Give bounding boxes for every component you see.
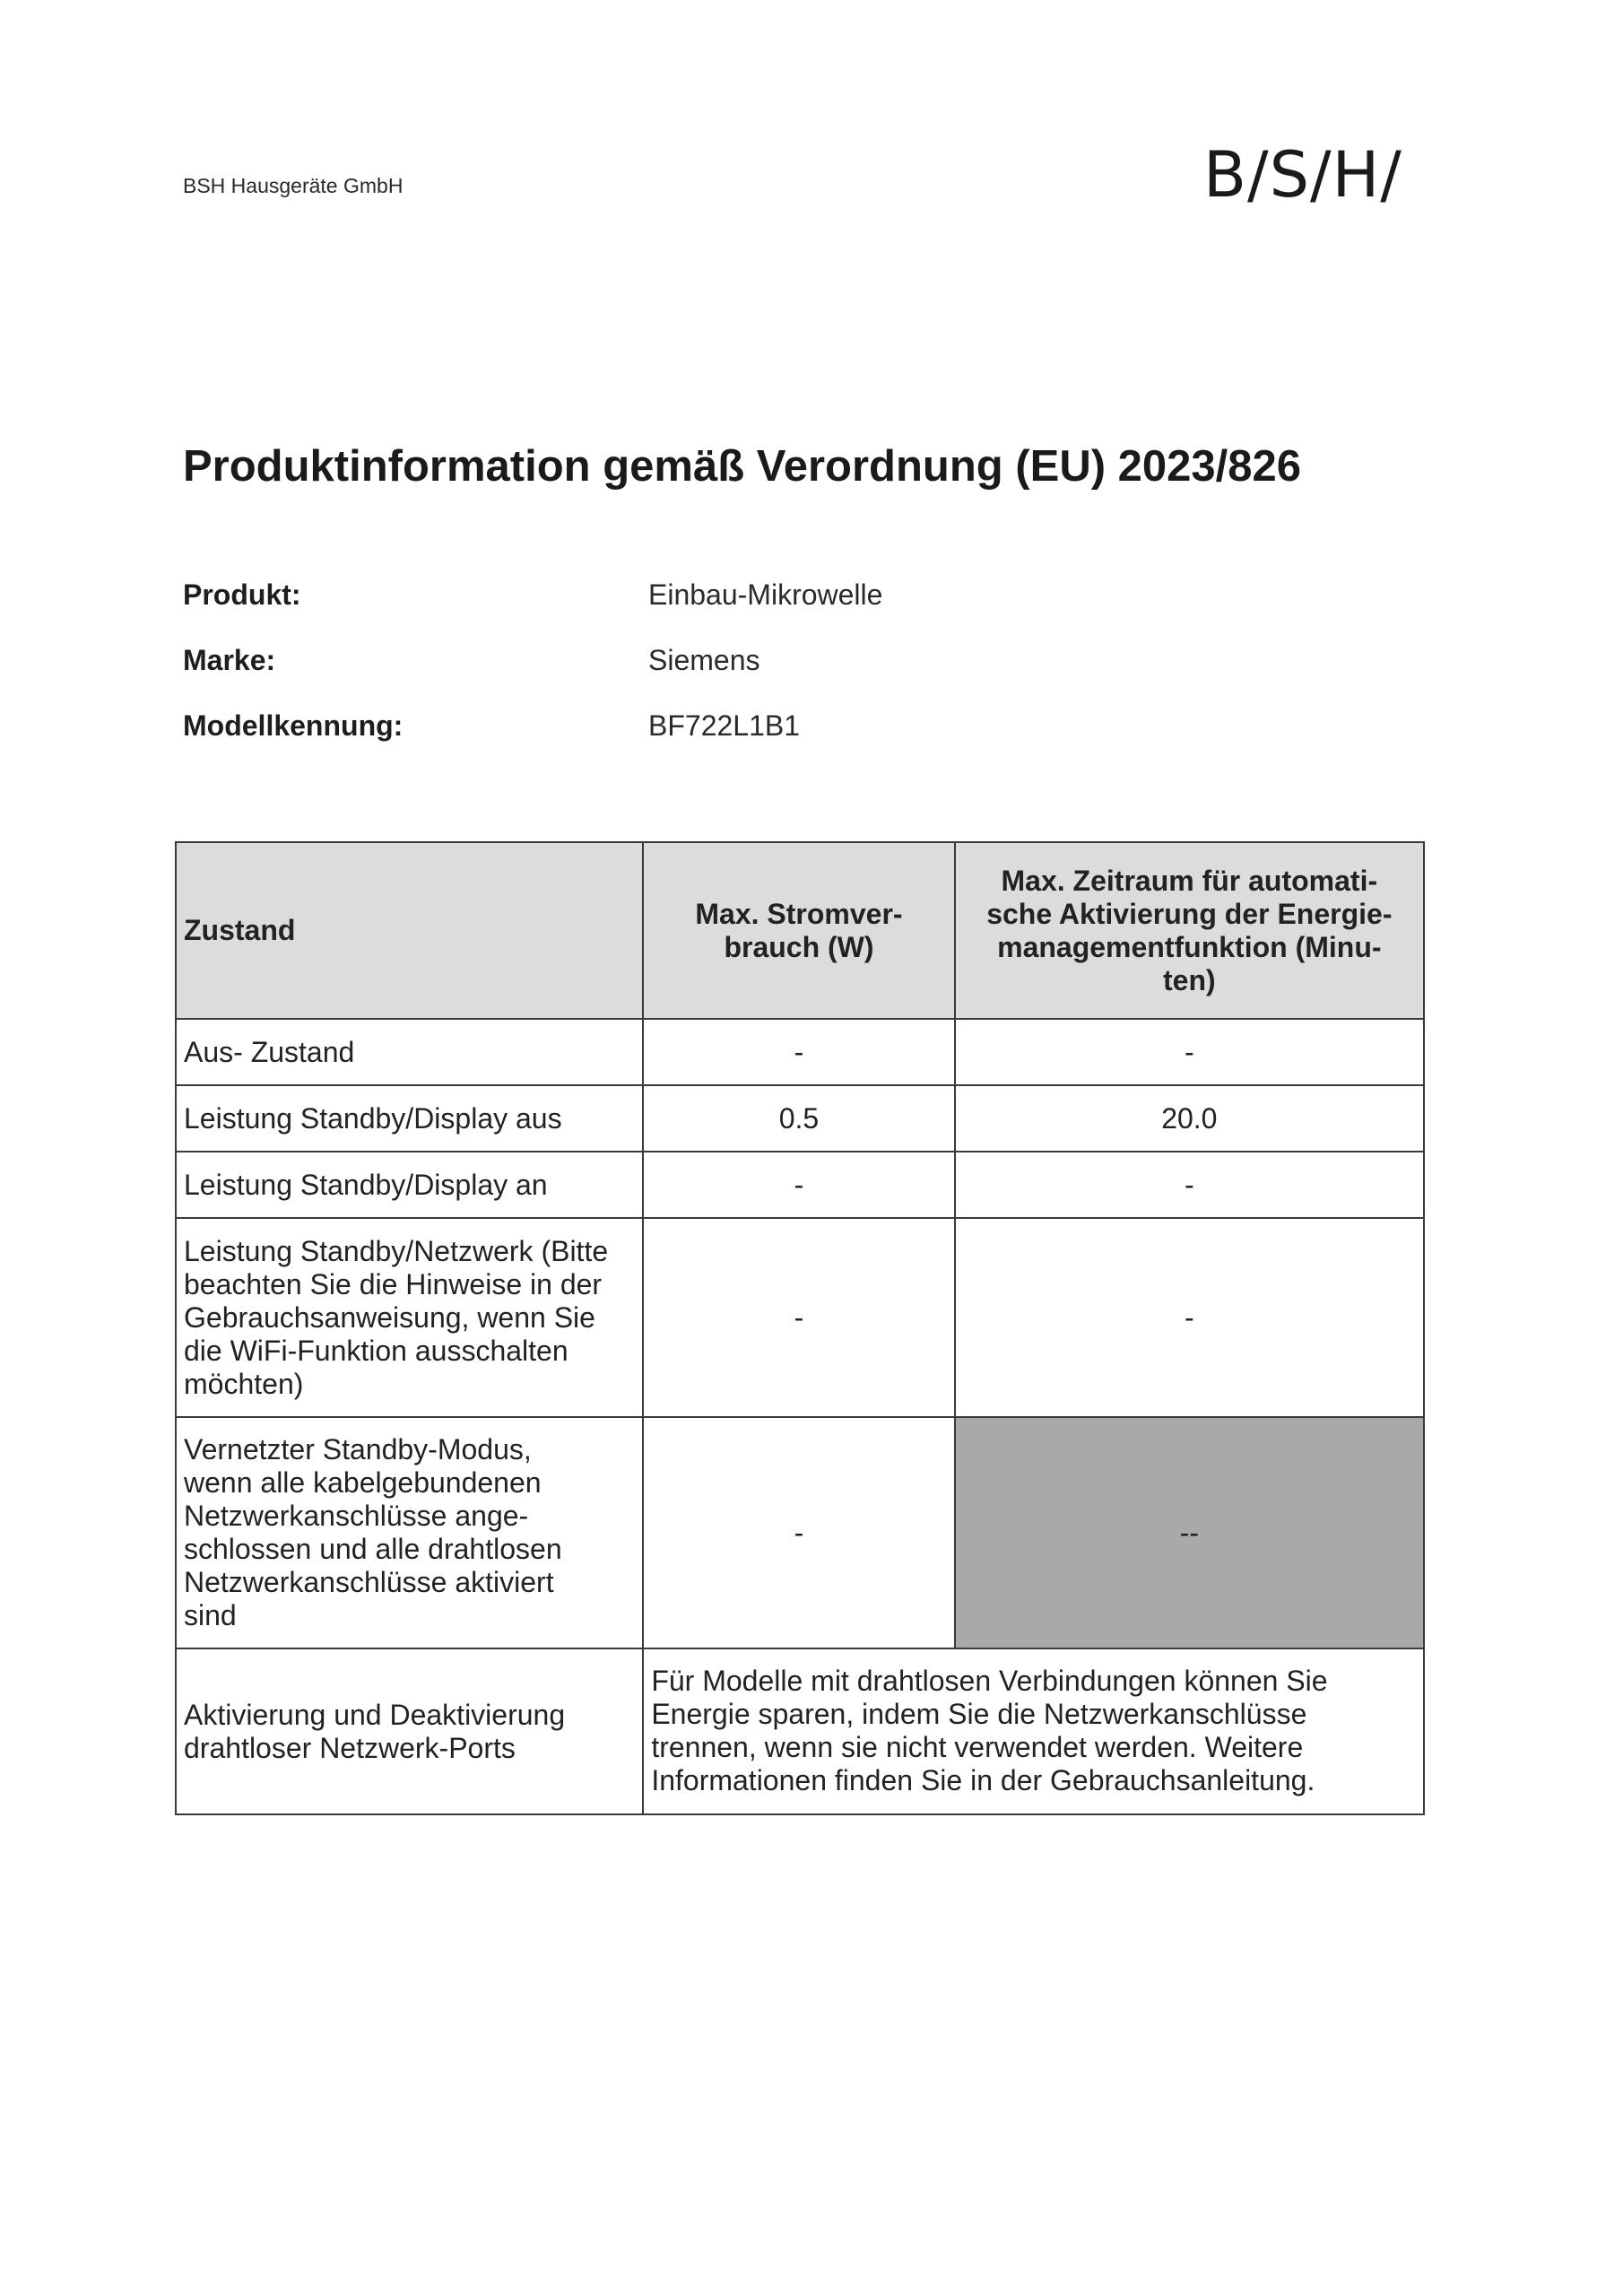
state-cell: Aus- Zustand xyxy=(176,1019,643,1085)
time-cell: - xyxy=(955,1218,1424,1417)
table-row xyxy=(176,1085,1424,1152)
time-cell: - xyxy=(955,1019,1424,1085)
product-info xyxy=(183,578,1438,775)
info-label: Marke: xyxy=(183,644,276,676)
table-row xyxy=(176,1019,1424,1085)
time-cell: - xyxy=(955,1152,1424,1218)
info-row-brand xyxy=(183,644,1438,709)
power-cell: - xyxy=(643,1218,954,1417)
table-row xyxy=(176,1417,1424,1648)
table-header-row xyxy=(176,842,1424,1019)
power-cell: - xyxy=(643,1152,954,1218)
info-label: Produkt: xyxy=(183,578,301,611)
header-time: Max. Zeitraum für automati- sche Aktivierung der Energie- managementfunktion (Minu- ten) xyxy=(955,842,1424,1019)
power-cell: - xyxy=(643,1417,954,1648)
note-cell: Für Modelle mit drahtlosen Verbindungen können Sie Energie sparen, indem Sie die Netzwerkanschlüsse trennen, wenn sie nicht verwendet werden. Weitere Informationen finden Sie in der Gebrauchsanleitung. xyxy=(643,1648,1424,1814)
bsh-logo: B/S/H/ xyxy=(1203,138,1402,212)
power-consumption-table xyxy=(175,841,1425,1815)
table-row xyxy=(176,1218,1424,1417)
header-state: Zustand xyxy=(176,842,643,1019)
info-row-product xyxy=(183,578,1438,644)
time-cell-greyed: -- xyxy=(955,1417,1424,1648)
state-cell: Leistung Standby/Netzwerk (Bitte beachten Sie die Hinweise in der Gebrauchsanweisung, wenn Sie die WiFi-Funktion ausschalten möchten) xyxy=(176,1218,643,1417)
table-row xyxy=(176,1152,1424,1218)
info-label: Modellkennung: xyxy=(183,709,404,742)
power-cell: 0.5 xyxy=(643,1085,954,1152)
info-value: Siemens xyxy=(648,644,760,676)
info-value: Einbau-Mikrowelle xyxy=(648,578,883,611)
info-row-model xyxy=(183,709,1438,775)
company-name: BSH Hausgeräte GmbH xyxy=(183,174,404,197)
power-cell: - xyxy=(643,1019,954,1085)
info-value: BF722L1B1 xyxy=(648,709,801,742)
state-cell: Aktivierung und Deaktivierung drahtloser Netzwerk-Ports xyxy=(176,1648,643,1814)
header-power: Max. Stromver- brauch (W) xyxy=(643,842,954,1019)
state-cell: Leistung Standby/Display an xyxy=(176,1152,643,1218)
state-cell: Vernetzter Standby-Modus, wenn alle kabelgebundenen Netzwerkanschlüsse ange- schlossen und alle drahtlosen Netzwerkanschlüsse aktiviert sind xyxy=(176,1417,643,1648)
state-cell: Leistung Standby/Display aus xyxy=(176,1085,643,1152)
table-row xyxy=(176,1648,1424,1814)
time-cell: 20.0 xyxy=(955,1085,1424,1152)
page-title: Produktinformation gemäß Verordnung (EU) 2023/826 xyxy=(183,442,1302,491)
